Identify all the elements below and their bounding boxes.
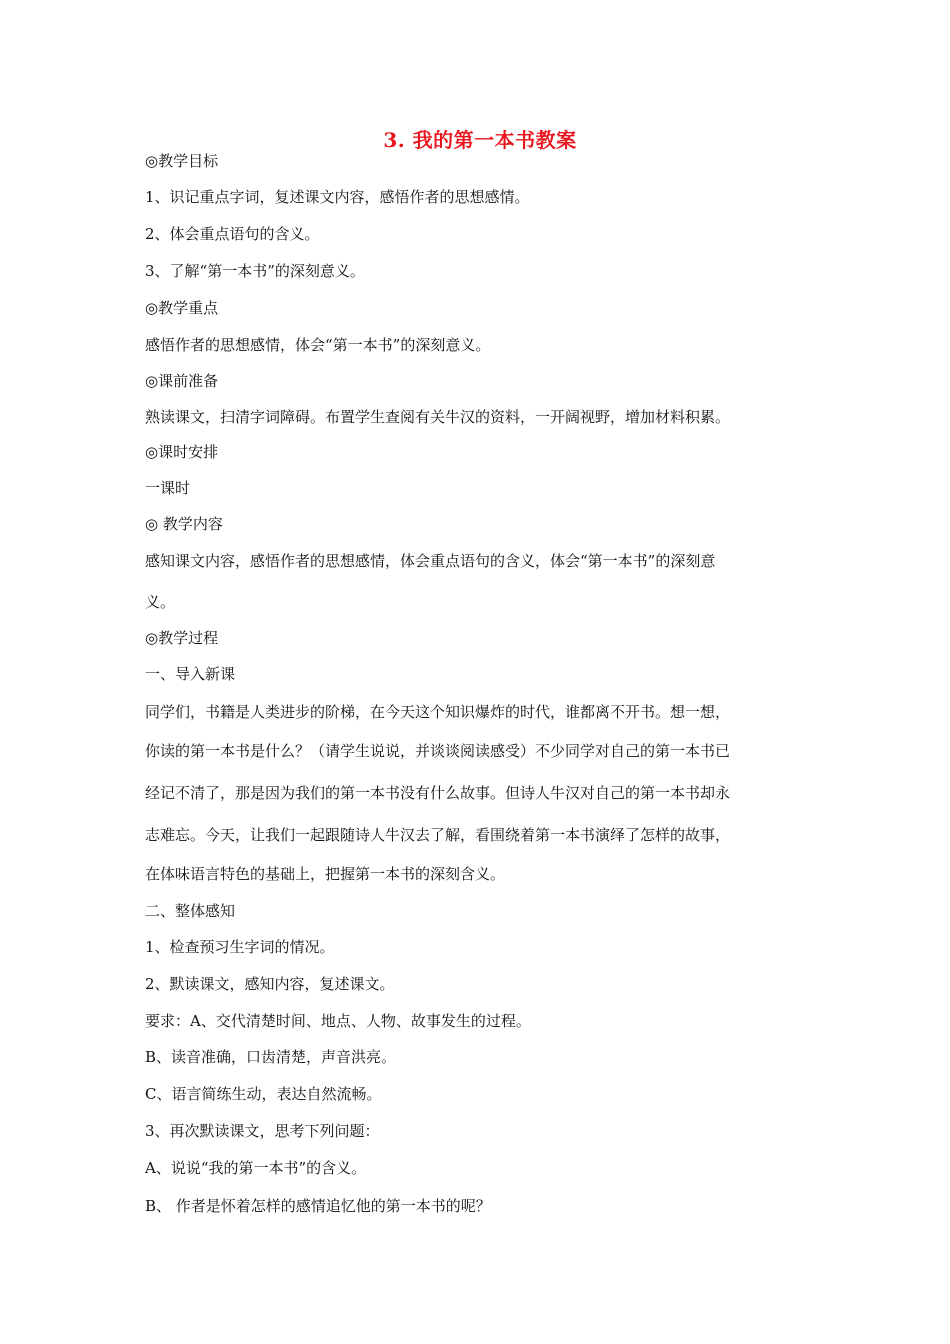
paragraph: 2、默读课文，感知内容，复述课文。	[145, 975, 395, 993]
section-heading-goals: ◎教学目标	[145, 152, 219, 170]
paragraph: 1、识记重点字词，复述课文内容，感悟作者的思想感情。	[145, 188, 530, 206]
paragraph: 你读的第一本书是什么？（请学生说说，并谈谈阅读感受）不少同学对自己的第一本书已	[145, 742, 731, 760]
document-title: 3. 我的第一本书教案	[383, 128, 577, 152]
paragraph: C、语言简练生动，表达自然流畅。	[145, 1085, 382, 1103]
paragraph: B、 作者是怀着怎样的感情追忆他的第一本书的呢？	[145, 1197, 491, 1215]
paragraph: 熟读课文，扫清字词障碍。布置学生查阅有关牛汉的资料，一开阔视野，增加材料积累。	[145, 408, 731, 426]
paragraph: 3、了解“第一本书”的深刻意义。	[145, 262, 365, 280]
paragraph: 1、检查预习生字词的情况。	[145, 938, 335, 956]
paragraph: 要求：A、交代清楚时间、地点、人物、故事发生的过程。	[145, 1012, 531, 1030]
paragraph: 一课时	[145, 479, 191, 497]
paragraph: 经记不清了，那是因为我们的第一本书没有什么故事。但诗人牛汉对自己的第一本书却永	[145, 784, 731, 802]
section-heading-content: ◎ 教学内容	[145, 515, 223, 533]
section-heading-process: ◎教学过程	[145, 629, 219, 647]
section-heading-preparation: ◎课前准备	[145, 372, 219, 390]
subsection-heading: 一、导入新课	[145, 665, 236, 683]
section-heading-focus: ◎教学重点	[145, 299, 219, 317]
paragraph: 义。	[145, 593, 176, 611]
paragraph: 感悟作者的思想感情，体会“第一本书”的深刻意义。	[145, 336, 491, 354]
paragraph: 在体味语言特色的基础上，把握第一本书的深刻含义。	[145, 865, 506, 883]
section-heading-schedule: ◎课时安排	[145, 443, 219, 461]
paragraph: 感知课文内容，感悟作者的思想感情，体会重点语句的含义，体会“第一本书”的深刻意	[145, 552, 716, 570]
paragraph: 志难忘。今天，让我们一起跟随诗人牛汉去了解，看围绕着第一本书演绎了怎样的故事，	[145, 826, 731, 844]
paragraph: A、说说“我的第一本书”的含义。	[145, 1159, 367, 1177]
subsection-heading: 二、整体感知	[145, 902, 236, 920]
paragraph: 同学们，书籍是人类进步的阶梯，在今天这个知识爆炸的时代，谁都离不开书。想一想，	[145, 703, 731, 721]
paragraph: 3、再次默读课文，思考下列问题：	[145, 1122, 380, 1140]
paragraph: 2、体会重点语句的含义。	[145, 225, 320, 243]
paragraph: B、读音准确，口齿清楚，声音洪亮。	[145, 1048, 397, 1066]
